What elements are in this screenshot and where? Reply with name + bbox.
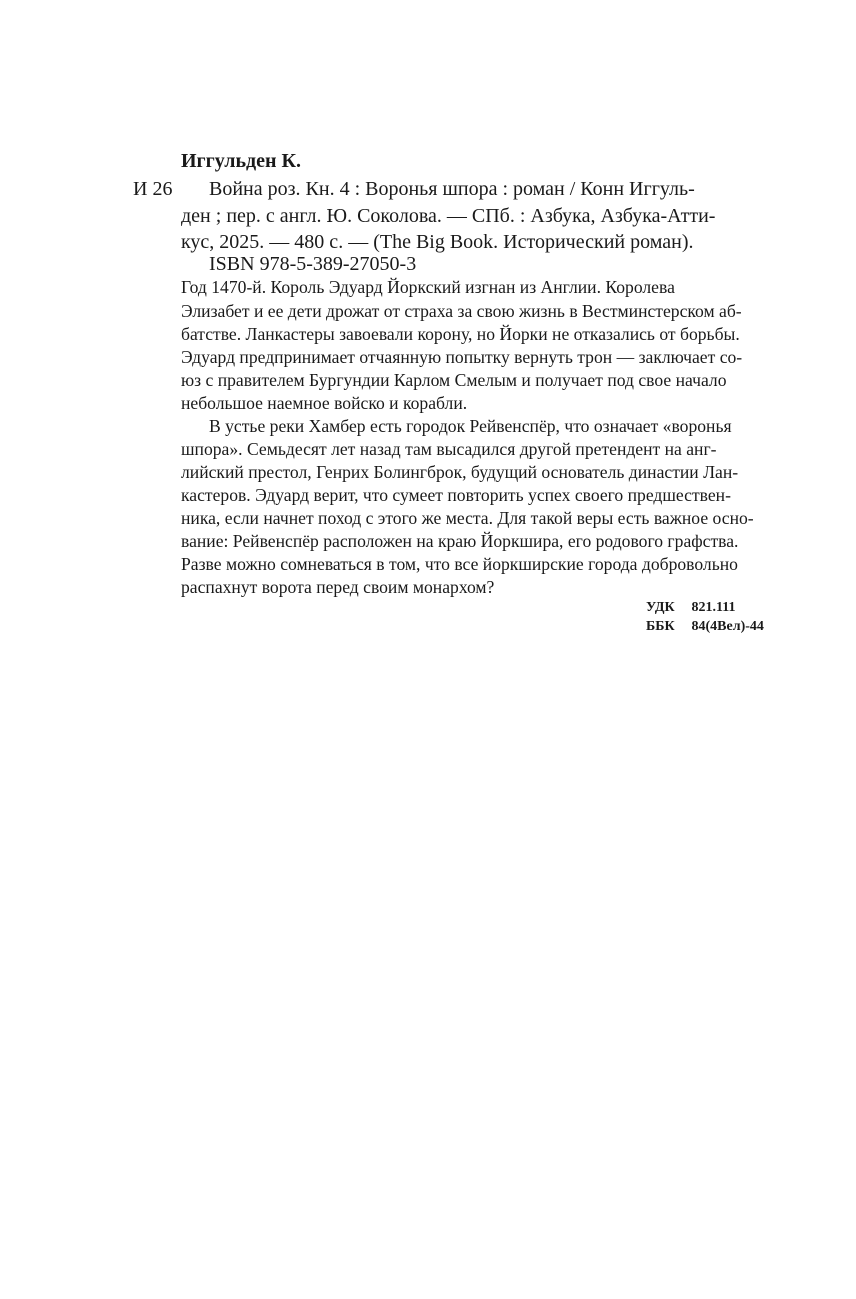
udk-label: УДК: [646, 600, 675, 615]
annotation-p1-line-6: небольшое наемное войско и корабли.: [181, 393, 468, 413]
bbk-label: ББК: [646, 619, 675, 634]
annotation-p2-line-1: В устье реки Хамбер есть городок Рейвенспёр, что означает «воронья: [209, 416, 732, 436]
udk-value: 821.111: [691, 600, 736, 615]
title-line-2: ден ; пер. с англ. Ю. Соколова. — СПб. : Азбука, Азбука-Атти-: [181, 205, 716, 227]
annotation-p2-line-4: кастеров. Эдуард верит, что сумеет повторить успех своего предшествен-: [181, 485, 731, 505]
isbn: ISBN 978-5-389-27050-3: [209, 253, 417, 275]
annotation-p2-line-3: лийский престол, Генрих Болингброк, будущий основатель династии Лан-: [181, 462, 739, 482]
annotation-p2-line-8: распахнут ворота перед своим монархом?: [181, 577, 495, 597]
annotation-p1-line-3: батстве. Ланкастеры завоевали корону, но Йорки не отказались от борьбы.: [181, 324, 740, 344]
annotation-p1-line-2: Элизабет и ее дети дрожат от страха за свою жизнь в Вестминстерском аб-: [181, 301, 742, 321]
annotation-p1-line-5: юз с правителем Бургундии Карлом Смелым и получает под свое начало: [181, 370, 727, 390]
bbk-code: [646, 617, 768, 637]
annotation-p1-line-1: Год 1470-й. Король Эдуард Йоркский изгнан из Англии. Королева: [181, 277, 675, 297]
annotation-p2-line-2: шпора». Семьдесят лет назад там высадился другой претендент на анг-: [181, 439, 717, 459]
annotation-p2-line-5: ника, если начнет поход с этого же места. Для такой веры есть важное осно-: [181, 508, 754, 528]
annotation-p2-line-6: вание: Рейвенспёр расположен на краю Йоркшира, его родового графства.: [181, 531, 739, 551]
title-line-1: Война роз. Кн. 4 : Воронья шпора : роман / Конн Иггуль-: [209, 178, 695, 200]
annotation-p2-line-7: Разве можно сомневаться в том, что все йоркширские города добровольно: [181, 554, 738, 574]
annotation-p1-line-4: Эдуард предпринимает отчаянную попытку вернуть трон — заключает со-: [181, 347, 743, 367]
title-line-3: кус, 2025. — 480 с. — (The Big Book. Исторический роман).: [181, 231, 694, 253]
author-sign-code: И 26: [133, 178, 173, 200]
bbk-value: 84(4Вел)-44: [691, 619, 764, 634]
udk-code: [646, 598, 768, 618]
author-heading: Иггульден К.: [181, 150, 302, 172]
